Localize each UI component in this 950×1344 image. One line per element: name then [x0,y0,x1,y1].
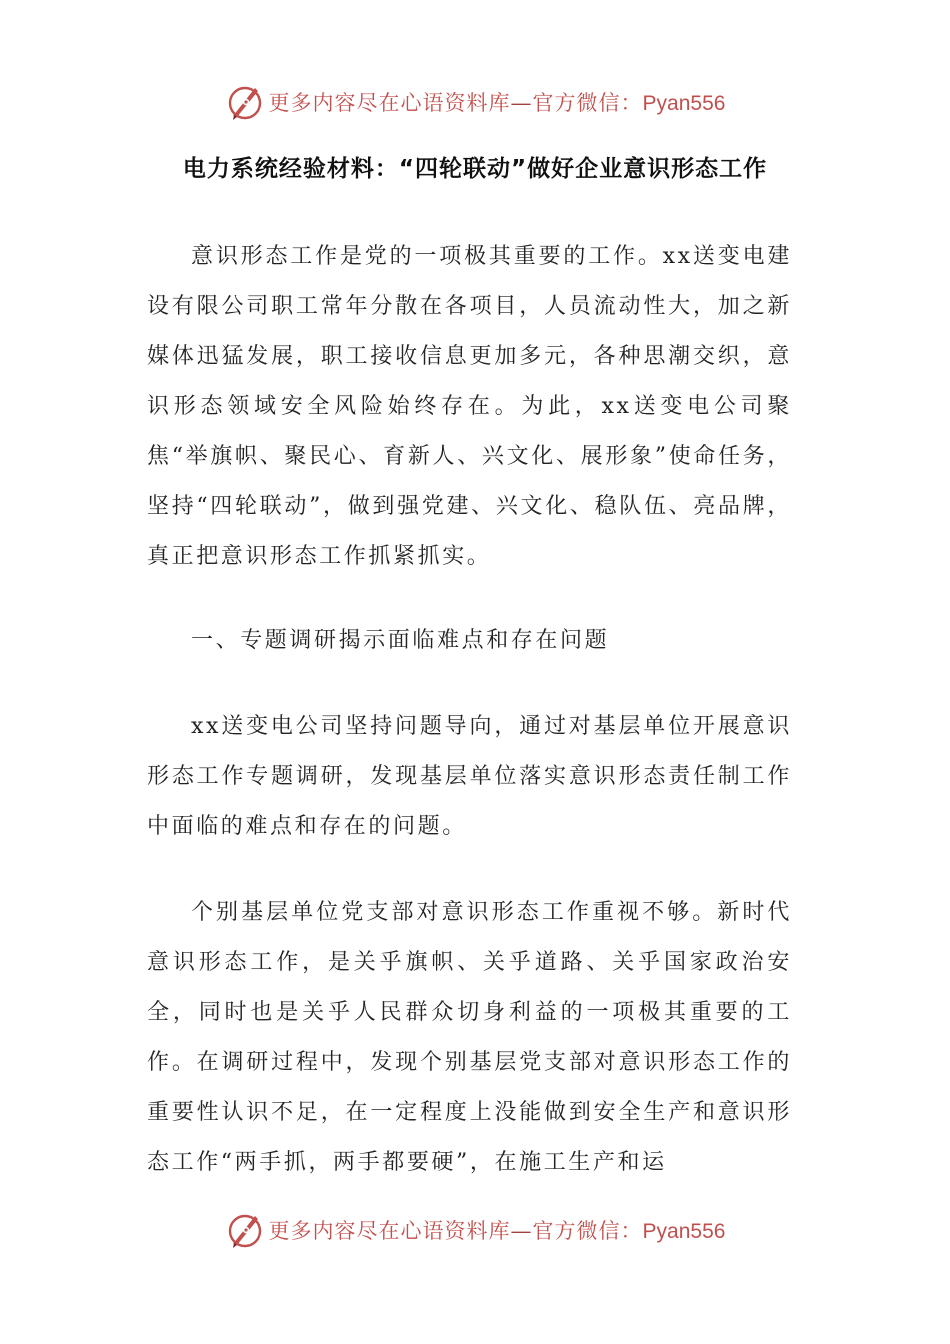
watermark-text [269,1215,726,1245]
paragraph-intro: 意识形态工作是党的一项极其重要的工作。xx送变电建设有限公司职工常年分散在各项目，人员流动性大，加之新媒体迅猛发展，职工接收信息更加多元，各种思潮交织，意识形态领域安全风险始终存在。为此，xx送变电公司聚焦“举旗帜、聚民心、育新人、兴文化、展形象”使命任务，坚持“四轮联动”，做到强党建、兴文化、稳队伍、亮品牌，真正把意识形态工作抓紧抓实。 [147,244,792,569]
watermark-main: 更多内容尽在心语资料库 [268,1219,511,1243]
watermark-banner-top [0,80,950,124]
paragraph-research: xx送变电公司坚持问题导向，通过对基层单位开展意识形态工作专题调研，发现基层单位落实意识形态责任制工作中面临的难点和存在的问题。 [147,714,792,839]
document-title: 电力系统经验材料：“四轮联动”做好企业意识形态工作 [182,156,768,182]
quill-pen-circle-icon [225,1210,265,1250]
watermark-official: 官方微信： [532,1219,643,1243]
quill-pen-circle-icon [225,82,265,122]
paragraph-problem-1: 个别基层单位党支部对意识形态工作重视不够。新时代意识形态工作，是关乎旗帜、关乎道路、关乎国家政治安全，同时也是关乎人民群众切身利益的一项极其重要的工作。在调研过程中，发现个别基层党支部对意识形态工作的重要性认识不足，在一定程度上没能做到安全生产和意识形态工作“两手抓，两手都要硬”，在施工生产和运 [147,900,792,1175]
watermark-main: 更多内容尽在心语资料库 [268,91,511,115]
watermark-dash: — [510,91,533,115]
watermark-text [269,87,726,117]
watermark-brand: Pyan556 [642,92,726,115]
watermark-banner-bottom [0,1208,950,1252]
watermark-official: 官方微信： [532,91,643,115]
watermark-brand: Pyan556 [642,1220,726,1243]
section-heading-1: 一、专题调研揭示面临难点和存在问题 [191,628,610,653]
watermark-dash: — [510,1219,533,1243]
